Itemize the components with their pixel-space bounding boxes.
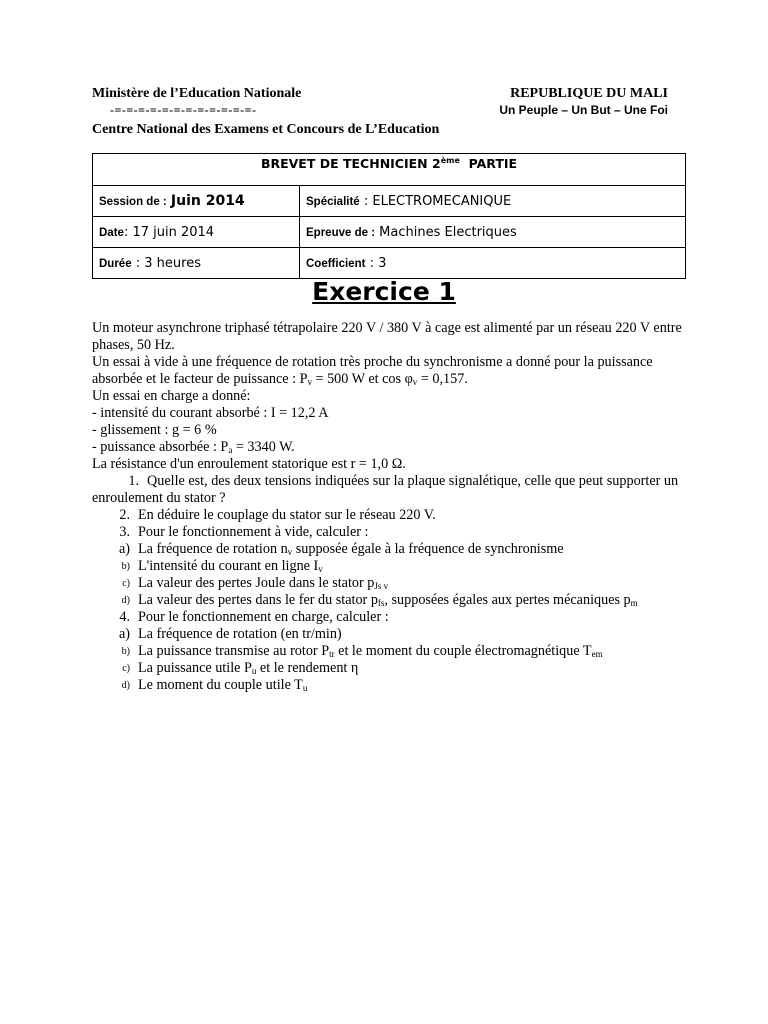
coefficient-cell: [300, 248, 686, 279]
country-title: REPUBLIQUE DU MALI: [510, 86, 668, 101]
date-value: : 17 juin 2014: [123, 224, 215, 240]
coefficient-value: : 3: [369, 255, 387, 271]
question-4a: a) La fréquence de rotation (en tr/min): [118, 626, 342, 642]
question-3d: d) La valeur des pertes dans le fer du stator $p_{fs}$, supposées égales aux pertes mécaniques $p_m$: [121, 592, 638, 608]
duree-label: Durée: [99, 257, 132, 270]
epreuve-cell: [300, 217, 686, 248]
intro-paragraph-3: Un essai en charge a donné:: [92, 388, 251, 404]
specialite-cell: [300, 186, 686, 217]
date-cell: [93, 217, 300, 248]
intro-paragraph-1: Un moteur asynchrone triphasé tétrapolaire 220 V / 380 V à cage est alimenté par un réseau 220 V entre phases, 50 Hz.: [92, 320, 682, 353]
question-number: 1.: [128, 473, 139, 489]
question-3c: c) La valeur des pertes Joule dans le stator $p_{Js v}$: [122, 575, 389, 591]
intro-line-power: - puissance absorbée : $P_a = 3340$ W.: [92, 439, 295, 455]
exam-title-cell: [93, 154, 686, 186]
question-3: 3. Pour le fonctionnement à vide, calculer :: [119, 524, 369, 540]
question-4b: b) La puissance transmise au rotor $P_{tr}$ et le moment du couple électromagnétique $T_{em}$: [121, 643, 603, 659]
exam-title-part: PARTIE: [459, 156, 518, 172]
question-2: 2. En déduire le couplage du stator sur le réseau 220 V.: [119, 507, 436, 523]
country-motto: Un Peuple – Un But – Une Foi: [499, 103, 668, 117]
question-3a: a) La fréquence de rotation $n_v$ supposée égale à la fréquence de synchronisme: [118, 541, 564, 557]
intro-paragraph-2: Un essai à vide à une fréquence de rotation très proche du synchronisme a donné pour la puissance absorbée et le facteur de puissance : $P_v = 500$ W et $\cos \varphi_v = 0,157$.: [92, 354, 653, 387]
question-3b: b) L'intensité du courant en ligne $I_v$: [121, 558, 323, 574]
intro-line-current: - intensité du courant absorbé : I = 12,2 A: [92, 405, 329, 421]
exam-center-title: Centre National des Examens et Concours de L’Education: [92, 122, 440, 137]
duree-cell: [93, 248, 300, 279]
duree-value: : 3 heures: [135, 255, 201, 271]
exam-title: BREVET DE TECHNICIEN 2: [260, 156, 441, 172]
specialite-value: : ELECTROMECANIQUE: [363, 193, 512, 209]
question-1: 1. Quelle est, des deux tensions indiquées sur la plaque signalétique, celle que peut supporter un enroulement du stator ?: [92, 473, 679, 506]
question-4d: d) Le moment du couple utile $T_u$: [121, 677, 308, 693]
exercise-body: [92, 320, 682, 694]
exam-title-sup: ème: [440, 156, 460, 165]
session-cell: [93, 186, 300, 217]
exercise-title: Exercice 1: [312, 277, 456, 306]
ministry-dashes: -=-=-=-=-=-=-=-=-=-=-=-=-: [110, 103, 257, 117]
epreuve-label: Epreuve de :: [306, 226, 376, 239]
epreuve-value: Machines Electriques: [379, 224, 517, 240]
session-label: Session de :: [99, 196, 167, 208]
ministry-title: Ministère de l’Education Nationale: [92, 86, 302, 101]
question-4: 4. Pour le fonctionnement en charge, calculer :: [119, 609, 389, 625]
date-label: Date: [99, 226, 124, 239]
intro-line-resistance: La résistance d'un enroulement statorique est r = 1,0 Ω.: [92, 456, 406, 472]
coefficient-label: Coefficient: [306, 257, 366, 270]
question-4c: c) La puissance utile $P_u$ et le rendement η: [122, 660, 359, 676]
intro-line-slip: - glissement : g = 6 %: [92, 422, 217, 438]
specialite-label: Spécialité: [306, 195, 360, 208]
exam-info-table: [92, 153, 686, 279]
session-value: Juin 2014: [170, 193, 245, 209]
